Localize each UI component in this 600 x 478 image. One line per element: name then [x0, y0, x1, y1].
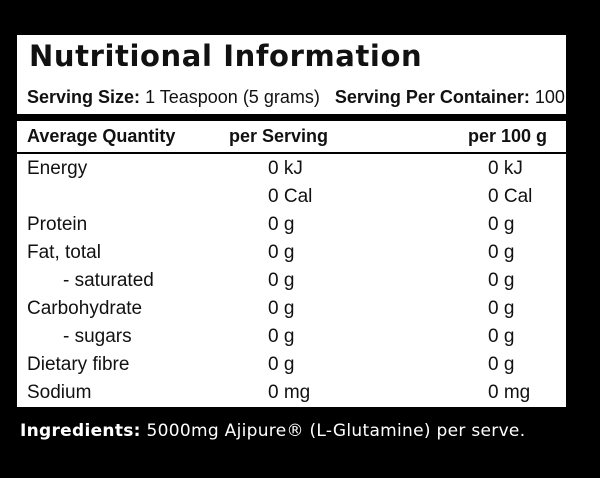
serving-size-label: Serving Size:	[27, 87, 141, 107]
row-per-serving: 0 g	[268, 242, 295, 263]
row-label: Energy	[27, 158, 88, 179]
row-label: Dietary fibre	[27, 354, 130, 375]
table-row-energy-kj	[17, 158, 566, 186]
header-average-quantity: Average Quantity	[27, 126, 176, 146]
row-per-serving: 0 g	[268, 354, 295, 375]
row-per-serving: 0 g	[268, 214, 295, 235]
row-per-100g: 0 g	[488, 298, 515, 319]
row-label: Carbohydrate	[27, 298, 143, 319]
row-per-100g: 0 g	[488, 242, 515, 263]
nutrition-panel	[15, 33, 568, 409]
thick-divider	[17, 114, 566, 121]
row-per-100g: 0 g	[488, 326, 515, 347]
row-per-serving: 0 mg	[268, 382, 311, 403]
table-row-saturated	[17, 270, 566, 298]
table-row-protein	[17, 214, 566, 242]
serving-size-value: 1 Teaspoon (5 grams)	[145, 87, 320, 107]
panel-title: Nutritional Information	[29, 39, 423, 73]
table-row-carbohydrate	[17, 298, 566, 326]
servings-per-container-value: 100	[534, 87, 565, 107]
row-label: Sodium	[27, 382, 92, 403]
ingredients-line	[20, 421, 525, 441]
row-per-100g: 0 Cal	[488, 186, 533, 207]
row-label: - saturated	[63, 270, 154, 291]
header-divider	[17, 152, 566, 154]
row-label: Fat, total	[27, 242, 101, 263]
row-per-serving: 0 g	[268, 326, 295, 347]
table-row-sugars	[17, 326, 566, 354]
row-label: - sugars	[63, 326, 132, 347]
row-per-100g: 0 g	[488, 270, 515, 291]
ingredients-text: 5000mg Ajipure® (L-Glutamine) per serve.	[146, 421, 526, 441]
row-per-100g: 0 kJ	[488, 158, 523, 179]
ingredients-label: Ingredients:	[20, 421, 141, 441]
row-per-100g: 0 mg	[488, 382, 531, 403]
row-per-serving: 0 Cal	[268, 186, 313, 207]
row-per-100g: 0 g	[488, 214, 515, 235]
row-label: Protein	[27, 214, 88, 235]
servings-per-container-label: Serving Per Container:	[334, 87, 530, 107]
serving-info	[27, 87, 565, 108]
row-per-serving: 0 g	[268, 270, 295, 291]
table-row-fat-total	[17, 242, 566, 270]
table-row-dietary-fibre	[17, 354, 566, 382]
header-per-serving: per Serving	[229, 126, 329, 146]
row-per-100g: 0 g	[488, 354, 515, 375]
row-per-serving: 0 kJ	[268, 158, 303, 179]
table-row-sodium	[17, 382, 566, 410]
header-per-100g: per 100 g	[468, 126, 548, 146]
table-row-energy-cal	[17, 186, 566, 214]
row-per-serving: 0 g	[268, 298, 295, 319]
